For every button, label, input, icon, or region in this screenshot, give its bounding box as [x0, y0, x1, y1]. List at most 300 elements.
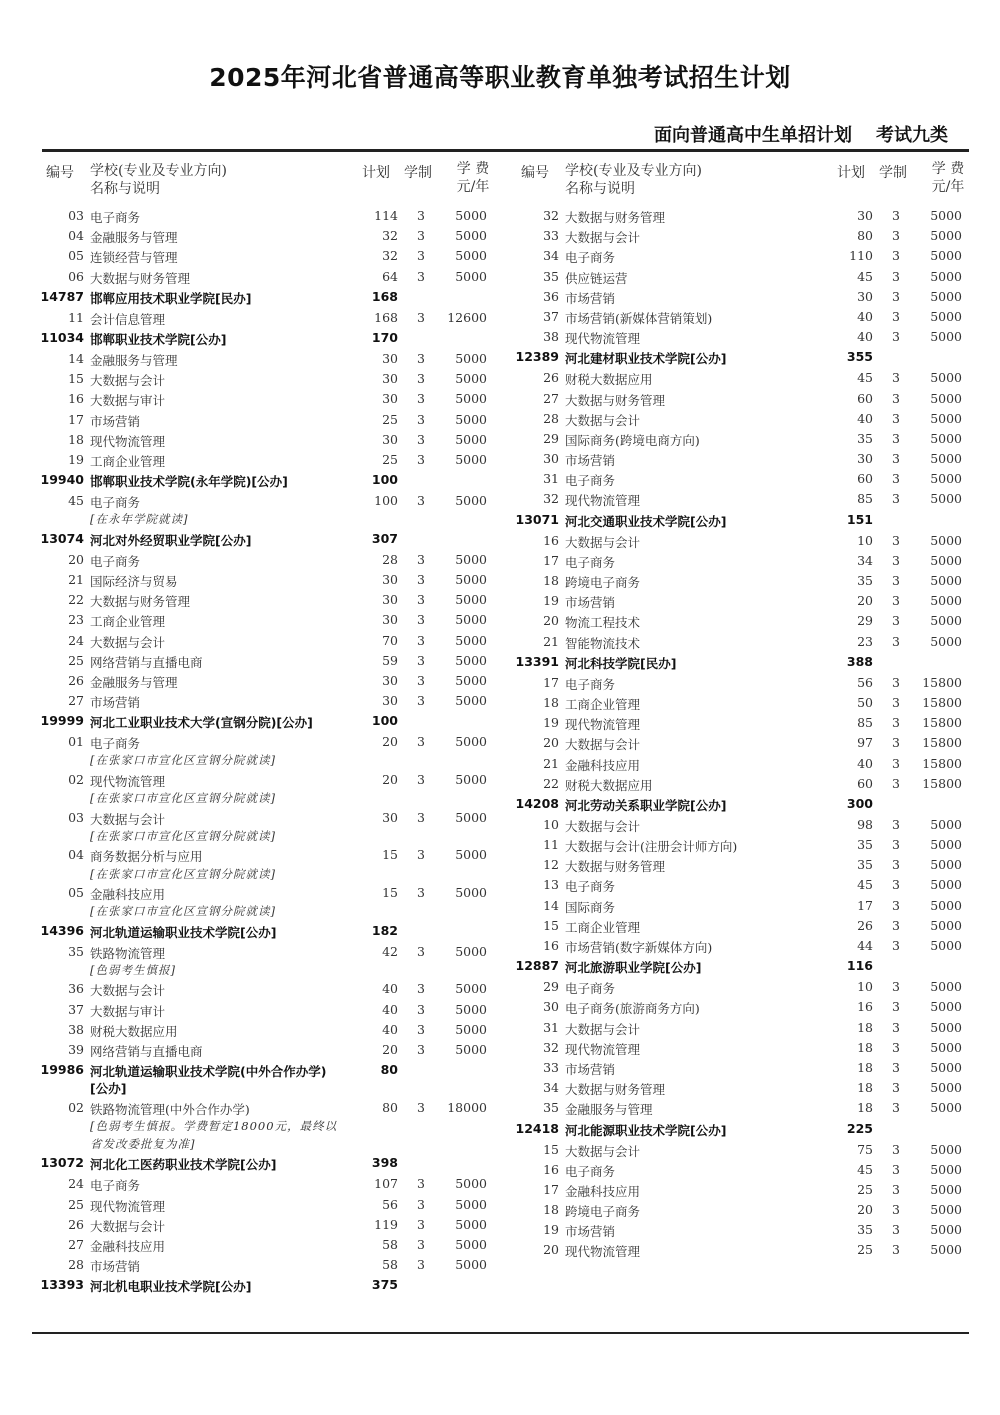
school-code: 12887	[515, 958, 559, 974]
major-name: 财税大数据应用	[565, 777, 653, 793]
school-plan-total: 80	[380, 1062, 398, 1078]
major-name: 铁路物流管理	[90, 945, 166, 961]
major-plan: 25	[857, 1181, 873, 1197]
major-name: 大数据与财务管理	[565, 210, 666, 225]
major-name: 电子商务	[90, 736, 141, 752]
header-name-line2: 名称与说明	[565, 181, 635, 197]
major-fee: 5000	[930, 837, 962, 853]
major-plan: 56	[857, 674, 873, 690]
major-plan: 40	[382, 1021, 398, 1037]
major-fee: 5000	[455, 943, 487, 959]
major-years: 3	[892, 715, 900, 731]
school-row	[32, 470, 492, 491]
major-code: 17	[68, 411, 84, 427]
major-name: 金融服务与管理	[90, 230, 178, 246]
major-fee: 5000	[455, 1021, 487, 1037]
major-name: 市场营销	[565, 595, 616, 611]
major-fee: 5000	[930, 877, 962, 893]
major-fee: 5000	[930, 308, 962, 324]
school-code: 14208	[515, 795, 559, 811]
major-row	[32, 691, 492, 711]
major-plan: 60	[857, 390, 873, 406]
major-years: 3	[892, 1222, 900, 1238]
major-plan: 70	[382, 632, 398, 648]
left-rows	[32, 206, 492, 1296]
major-plan: 60	[857, 471, 873, 487]
major-plan: 25	[382, 451, 398, 467]
major-row	[507, 368, 967, 388]
major-name: 市场营销(新媒体营销策划)	[565, 310, 713, 326]
major-plan: 40	[382, 981, 398, 997]
major-row	[507, 1098, 967, 1118]
major-years: 3	[892, 979, 900, 995]
major-fee: 5000	[930, 329, 962, 345]
major-fee: 5000	[455, 1236, 487, 1252]
major-row	[32, 550, 492, 570]
major-fee: 5000	[455, 391, 487, 407]
major-fee: 5000	[455, 411, 487, 427]
major-fee: 5000	[455, 693, 487, 709]
major-years: 3	[892, 390, 900, 406]
major-years: 3	[417, 248, 425, 264]
major-fee: 5000	[455, 371, 487, 387]
major-fee: 5000	[455, 771, 487, 787]
major-code: 36	[543, 288, 559, 304]
school-code: 13074	[40, 530, 84, 546]
major-row	[32, 206, 492, 226]
major-code: 32	[543, 491, 559, 507]
major-code: 29	[543, 430, 559, 446]
major-years: 3	[417, 208, 425, 223]
school-plan-total: 151	[846, 511, 873, 527]
major-years: 3	[417, 309, 425, 325]
major-fee: 5000	[455, 1041, 487, 1057]
major-code: 05	[68, 885, 84, 900]
major-fee: 5000	[930, 430, 962, 446]
major-name: 电子商务	[565, 554, 616, 570]
major-row	[32, 1098, 492, 1118]
major-plan: 35	[857, 837, 873, 853]
major-row	[507, 611, 967, 631]
school-plan-total: 116	[846, 958, 873, 974]
note-text: [在张家口市宣化区宣钢分院就读]	[90, 791, 276, 806]
major-plan: 80	[857, 228, 873, 244]
major-fee: 5000	[455, 981, 487, 997]
major-row	[32, 1040, 492, 1060]
major-row	[32, 1020, 492, 1040]
major-code: 11	[68, 309, 84, 325]
major-code: 05	[68, 248, 84, 264]
school-name: 河北机电职业技术学院[公办]	[90, 1279, 252, 1295]
major-fee: 15800	[922, 674, 962, 690]
major-name: 金融服务与管理	[90, 674, 178, 690]
major-row	[507, 855, 967, 875]
major-note	[32, 790, 492, 808]
major-code: 18	[68, 431, 84, 447]
major-plan: 30	[382, 693, 398, 709]
major-row	[32, 979, 492, 999]
major-plan: 30	[382, 672, 398, 688]
major-row	[507, 896, 967, 916]
major-row	[32, 430, 492, 450]
major-years: 3	[892, 674, 900, 690]
school-code: 13072	[40, 1155, 84, 1171]
major-years: 3	[417, 371, 425, 387]
school-code: 13071	[515, 511, 559, 527]
major-fee: 5000	[930, 1080, 962, 1096]
major-name: 金融科技应用	[565, 757, 641, 773]
major-years: 3	[892, 999, 900, 1015]
major-row	[32, 369, 492, 389]
major-row	[32, 631, 492, 651]
major-fee: 5000	[930, 613, 962, 629]
major-code: 32	[543, 208, 559, 223]
major-row	[507, 693, 967, 713]
major-note	[32, 511, 492, 529]
major-plan: 97	[857, 735, 873, 751]
major-name: 国际经济与贸易	[90, 573, 178, 589]
major-plan: 45	[857, 268, 873, 284]
major-plan: 45	[857, 877, 873, 893]
major-years: 3	[417, 885, 425, 900]
major-row	[32, 570, 492, 590]
major-years: 3	[417, 592, 425, 608]
major-plan: 59	[382, 652, 398, 668]
major-years: 3	[892, 938, 900, 953]
major-years: 3	[892, 877, 900, 893]
major-name: 连锁经营与管理	[90, 250, 178, 266]
major-fee: 5000	[930, 1019, 962, 1035]
major-row	[32, 267, 492, 287]
major-fee: 5000	[455, 612, 487, 628]
major-row	[507, 551, 967, 571]
major-plan: 45	[857, 1161, 873, 1177]
major-plan: 110	[849, 248, 873, 264]
major-plan: 58	[382, 1257, 398, 1273]
note-text: [色弱考生慎报。学费暂定18000元，最终以	[90, 1119, 338, 1134]
major-row	[507, 1058, 967, 1078]
major-years: 3	[417, 809, 425, 825]
major-fee: 5000	[455, 350, 487, 366]
major-row	[32, 226, 492, 246]
major-name: 市场营销	[90, 413, 141, 429]
major-years: 3	[417, 268, 425, 284]
major-fee: 5000	[455, 451, 487, 467]
major-years: 3	[892, 816, 900, 832]
major-name: 电子商务	[565, 473, 616, 489]
major-fee: 5000	[455, 248, 487, 264]
major-name: 国际商务	[565, 899, 616, 915]
major-years: 3	[892, 1181, 900, 1197]
major-name: 大数据与会计	[565, 412, 641, 428]
major-fee: 5000	[930, 897, 962, 913]
note-text: [色弱考生慎报]	[90, 962, 176, 977]
major-plan: 16	[857, 999, 873, 1015]
major-years: 3	[892, 897, 900, 913]
header-fee-line2: 元/年	[931, 179, 965, 195]
major-years: 3	[892, 248, 900, 264]
major-fee: 5000	[455, 1001, 487, 1017]
major-row	[507, 774, 967, 794]
major-name: 市场营销(数字新媒体方向)	[565, 940, 713, 955]
major-years: 3	[417, 431, 425, 447]
major-fee: 5000	[930, 1202, 962, 1218]
major-years: 3	[417, 981, 425, 997]
school-plan-total: 225	[846, 1120, 873, 1136]
major-plan: 35	[857, 573, 873, 588]
major-row	[32, 610, 492, 630]
major-code: 10	[543, 816, 559, 832]
major-code: 16	[543, 532, 559, 548]
major-name: 市场营销	[565, 1224, 616, 1240]
major-name: 大数据与会计	[565, 737, 641, 753]
major-row	[32, 1174, 492, 1194]
major-code: 34	[543, 1080, 559, 1096]
major-code: 35	[543, 1100, 559, 1116]
major-fee: 5000	[930, 857, 962, 873]
major-row	[507, 327, 967, 347]
major-name: 市场营销	[565, 453, 616, 469]
major-plan: 25	[382, 411, 398, 427]
major-fee: 5000	[455, 652, 487, 668]
major-plan: 10	[857, 979, 873, 995]
school-code: 12418	[515, 1120, 559, 1136]
major-name: 电子商务	[565, 1163, 616, 1179]
major-fee: 5000	[455, 1257, 487, 1273]
major-years: 3	[417, 612, 425, 628]
major-row	[507, 571, 967, 591]
major-code: 19	[68, 451, 84, 467]
major-name: 电子商务(旅游商务方向)	[565, 1001, 700, 1017]
header-years: 学制	[879, 165, 907, 181]
major-row	[32, 1195, 492, 1215]
major-years: 3	[892, 552, 900, 568]
major-plan: 20	[857, 1202, 873, 1218]
school-plan-total: 307	[371, 530, 398, 546]
major-years: 3	[892, 1242, 900, 1258]
major-years: 3	[892, 268, 900, 284]
header-name-line2: 名称与说明	[90, 181, 160, 197]
major-fee: 5000	[930, 999, 962, 1015]
major-code: 16	[68, 391, 84, 407]
major-code: 20	[543, 1242, 559, 1258]
major-code: 21	[68, 571, 84, 587]
major-name: 大数据与会计	[90, 1218, 166, 1234]
major-row	[507, 713, 967, 733]
major-row	[507, 835, 967, 855]
major-years: 3	[417, 1021, 425, 1037]
major-row	[507, 591, 967, 611]
major-plan: 32	[382, 228, 398, 244]
major-years: 3	[417, 693, 425, 709]
note-text: [在永年学院就读]	[90, 512, 189, 527]
major-name: 现代物流管理	[565, 331, 641, 347]
major-name: 大数据与财务管理	[565, 1082, 666, 1098]
major-fee: 5000	[930, 1222, 962, 1238]
major-years: 3	[417, 652, 425, 668]
major-name: 智能物流技术	[565, 635, 641, 651]
major-years: 3	[892, 1039, 900, 1055]
major-row	[507, 226, 967, 246]
major-code: 36	[68, 981, 84, 997]
major-plan: 85	[857, 715, 873, 731]
major-code: 30	[543, 451, 559, 467]
major-name: 现代物流管理	[565, 1041, 641, 1057]
major-row	[507, 875, 967, 895]
major-code: 14	[543, 897, 559, 913]
left-column	[32, 160, 492, 1296]
major-plan: 18	[857, 1019, 873, 1035]
major-fee: 5000	[455, 632, 487, 648]
school-row	[32, 711, 492, 732]
major-plan: 75	[857, 1141, 873, 1157]
school-row	[32, 1153, 492, 1174]
major-row	[507, 469, 967, 489]
major-code: 17	[543, 552, 559, 568]
major-code: 37	[543, 308, 559, 324]
major-fee: 5000	[455, 493, 487, 509]
major-code: 15	[543, 917, 559, 933]
major-fee: 5000	[930, 816, 962, 832]
school-row	[507, 347, 967, 368]
major-name: 工商企业管理	[565, 919, 641, 935]
major-name: 大数据与会计	[90, 983, 166, 999]
major-name: 现代物流管理	[90, 1198, 166, 1214]
major-code: 16	[543, 938, 559, 953]
major-code: 25	[68, 652, 84, 668]
major-code: 17	[543, 674, 559, 690]
major-plan: 30	[382, 612, 398, 628]
major-code: 21	[543, 633, 559, 649]
major-fee: 5000	[930, 552, 962, 568]
major-plan: 40	[857, 410, 873, 426]
major-years: 3	[417, 1236, 425, 1252]
header-fee	[450, 160, 496, 196]
note-text: [在张家口市宣化区宣钢分院就读]	[90, 904, 276, 919]
major-fee: 5000	[455, 1216, 487, 1232]
major-plan: 42	[382, 943, 398, 959]
major-fee: 5000	[930, 1059, 962, 1075]
major-name: 大数据与会计	[565, 818, 641, 834]
major-plan: 64	[382, 268, 398, 284]
school-name: 河北轨道运输职业技术学院[公办]	[90, 924, 277, 940]
major-fee: 5000	[930, 248, 962, 264]
major-row	[32, 491, 492, 511]
major-row	[507, 1240, 967, 1260]
major-name: 大数据与会计(注册会计师方向)	[565, 839, 738, 855]
major-row	[507, 977, 967, 997]
major-years: 3	[417, 847, 425, 863]
major-fee: 5000	[930, 451, 962, 467]
major-fee: 15800	[922, 755, 962, 771]
major-code: 14	[68, 350, 84, 366]
major-code: 03	[68, 809, 84, 825]
school-plan-total: 182	[371, 922, 398, 938]
header-name-line1: 学校(专业及专业方向)	[90, 163, 227, 179]
major-years: 3	[892, 208, 900, 223]
school-row	[507, 510, 967, 531]
major-name: 大数据与财务管理	[90, 270, 191, 286]
major-name: 大数据与会计	[565, 1143, 641, 1159]
major-plan: 40	[857, 755, 873, 771]
major-name: 大数据与会计	[565, 1021, 641, 1037]
school-plan-total: 100	[371, 713, 398, 729]
school-plan-total: 100	[371, 472, 398, 488]
school-row	[32, 529, 492, 550]
major-years: 3	[892, 593, 900, 609]
major-code: 35	[543, 268, 559, 284]
major-plan: 40	[857, 329, 873, 345]
major-years: 3	[892, 370, 900, 386]
school-name: 河北劳动关系职业学院[公办]	[565, 797, 727, 813]
major-plan: 114	[374, 208, 398, 223]
header-plan: 计划	[362, 165, 390, 181]
major-years: 3	[892, 1202, 900, 1218]
school-code: 19999	[40, 713, 84, 729]
major-code: 29	[543, 979, 559, 995]
major-years: 3	[417, 571, 425, 587]
major-name: 物流工程技术	[565, 615, 641, 631]
major-code: 24	[68, 1176, 84, 1192]
major-row	[507, 815, 967, 835]
major-years: 3	[892, 308, 900, 324]
major-years: 3	[892, 1019, 900, 1035]
major-name: 电子商务	[565, 981, 616, 997]
major-code: 23	[68, 612, 84, 628]
major-code: 26	[68, 1216, 84, 1232]
major-fee: 5000	[930, 573, 962, 588]
major-fee: 5000	[455, 734, 487, 750]
major-years: 3	[892, 410, 900, 426]
school-row	[507, 956, 967, 977]
column-header	[32, 160, 492, 206]
major-years: 3	[417, 411, 425, 427]
major-code: 02	[68, 771, 84, 787]
major-plan: 35	[857, 857, 873, 873]
major-row	[507, 429, 967, 449]
major-plan: 20	[382, 771, 398, 787]
major-note	[32, 752, 492, 770]
school-code: 11034	[40, 329, 84, 345]
header-fee-line2: 元/年	[456, 179, 490, 195]
major-fee: 5000	[930, 1242, 962, 1258]
major-code: 24	[68, 632, 84, 648]
major-code: 02	[68, 1100, 84, 1116]
major-code: 16	[543, 1161, 559, 1177]
major-name: 电子商务	[565, 879, 616, 895]
major-code: 12	[543, 857, 559, 873]
major-name: 大数据与财务管理	[90, 594, 191, 610]
major-name: 大数据与会计	[565, 230, 641, 246]
major-name: 大数据与会计	[565, 534, 641, 550]
major-plan: 20	[382, 734, 398, 750]
major-plan: 18	[857, 1080, 873, 1096]
major-fee: 5000	[930, 593, 962, 609]
school-code: 19940	[40, 472, 84, 488]
major-name: 跨境电子商务	[565, 575, 641, 590]
major-plan: 18	[857, 1100, 873, 1116]
major-years: 3	[892, 735, 900, 751]
major-plan: 30	[857, 451, 873, 467]
major-name: 商务数据分析与应用	[90, 849, 203, 865]
major-row	[507, 287, 967, 307]
school-code: 13393	[40, 1277, 84, 1293]
major-row	[507, 1220, 967, 1240]
major-plan: 26	[857, 917, 873, 933]
major-plan: 18	[857, 1059, 873, 1075]
major-name: 现代物流管理	[565, 717, 641, 733]
header-code: 编号	[521, 165, 549, 181]
